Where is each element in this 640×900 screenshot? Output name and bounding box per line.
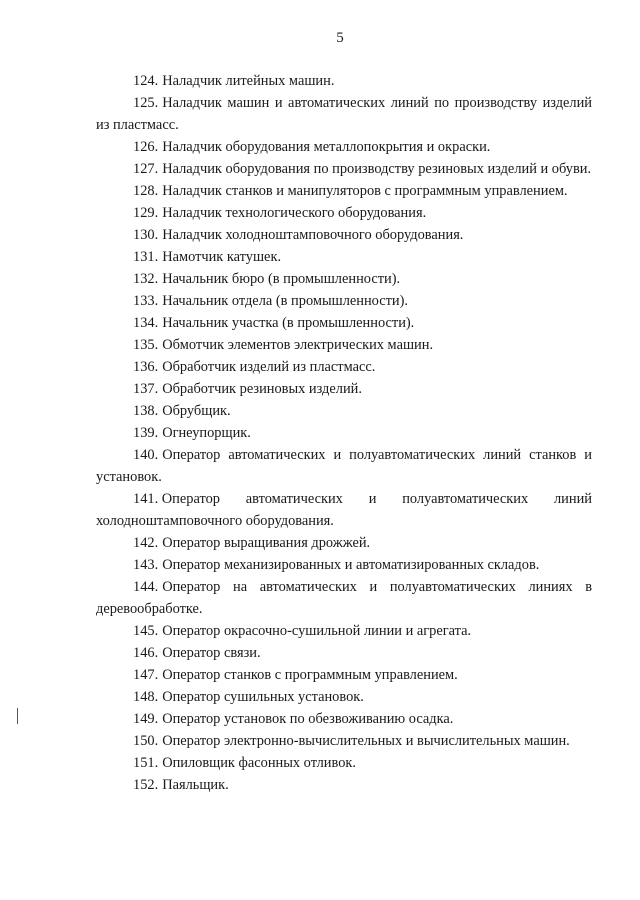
list-item: 124. Наладчик литейных машин. <box>133 73 335 89</box>
list-item: 126. Наладчик оборудования металлопокрытия и окраски. <box>133 139 491 155</box>
list-item: 136. Обработчик изделий из пластмасс. <box>133 359 376 375</box>
list-item: 135. Обмотчик элементов электрических машин. <box>133 337 434 353</box>
list-item: 133. Начальник отдела (в промышленности). <box>133 293 409 309</box>
list-item: 138. Обрубщик. <box>133 403 231 419</box>
list-item: 140. Оператор автоматических и полуавтоматических линий станков и установок. <box>96 447 592 485</box>
list-item-line: 141. Оператор автоматических и полуавтоматических линий <box>133 491 592 507</box>
list-item: 130. Наладчик холодноштамповочного оборудования. <box>133 227 464 243</box>
list-item: 142. Оператор выращивания дрожжей. <box>133 535 371 551</box>
list-item: 125. Наладчик машин и автоматических линий по производству изделий из пластмасс. <box>96 95 592 133</box>
list-item: 149. Оператор установок по обезвоживанию осадка. <box>133 711 454 727</box>
list-item: 147. Оператор станков с программным управлением. <box>133 667 458 683</box>
margin-mark <box>17 708 18 724</box>
list-item: 146. Оператор связи. <box>133 645 261 661</box>
list-item: 144. Оператор на автоматических и полуавтоматических линиях в деревообработке. <box>96 579 592 617</box>
list-item: 151. Опиловщик фасонных отливок. <box>133 755 356 771</box>
list-item: 128. Наладчик станков и манипуляторов с программным управлением. <box>133 183 568 199</box>
list-item: 148. Оператор сушильных установок. <box>133 689 364 705</box>
page-number: 5 <box>336 30 344 46</box>
list-item: 131. Намотчик катушек. <box>133 249 282 265</box>
list-item <box>96 488 592 532</box>
list-item: 127. Наладчик оборудования по производству резиновых изделий и обуви. <box>133 161 592 177</box>
list-item: 129. Наладчик технологического оборудования. <box>133 205 427 221</box>
list-item: 134. Начальник участка (в промышленности). <box>133 315 415 331</box>
profession-list <box>96 70 592 796</box>
list-item: 145. Оператор окрасочно-сушильной линии и агрегата. <box>133 623 472 639</box>
list-item: 143. Оператор механизированных и автоматизированных складов. <box>133 557 540 573</box>
list-item: 137. Обработчик резиновых изделий. <box>133 381 362 397</box>
list-item: 150. Оператор электронно-вычислительных и вычислительных машин. <box>133 733 570 749</box>
list-item: 139. Огнеупорщик. <box>133 425 251 441</box>
list-item-line: холодноштамповочного оборудования. <box>96 513 334 529</box>
list-item: 152. Паяльщик. <box>133 777 229 793</box>
list-item: 132. Начальник бюро (в промышленности). <box>133 271 401 287</box>
